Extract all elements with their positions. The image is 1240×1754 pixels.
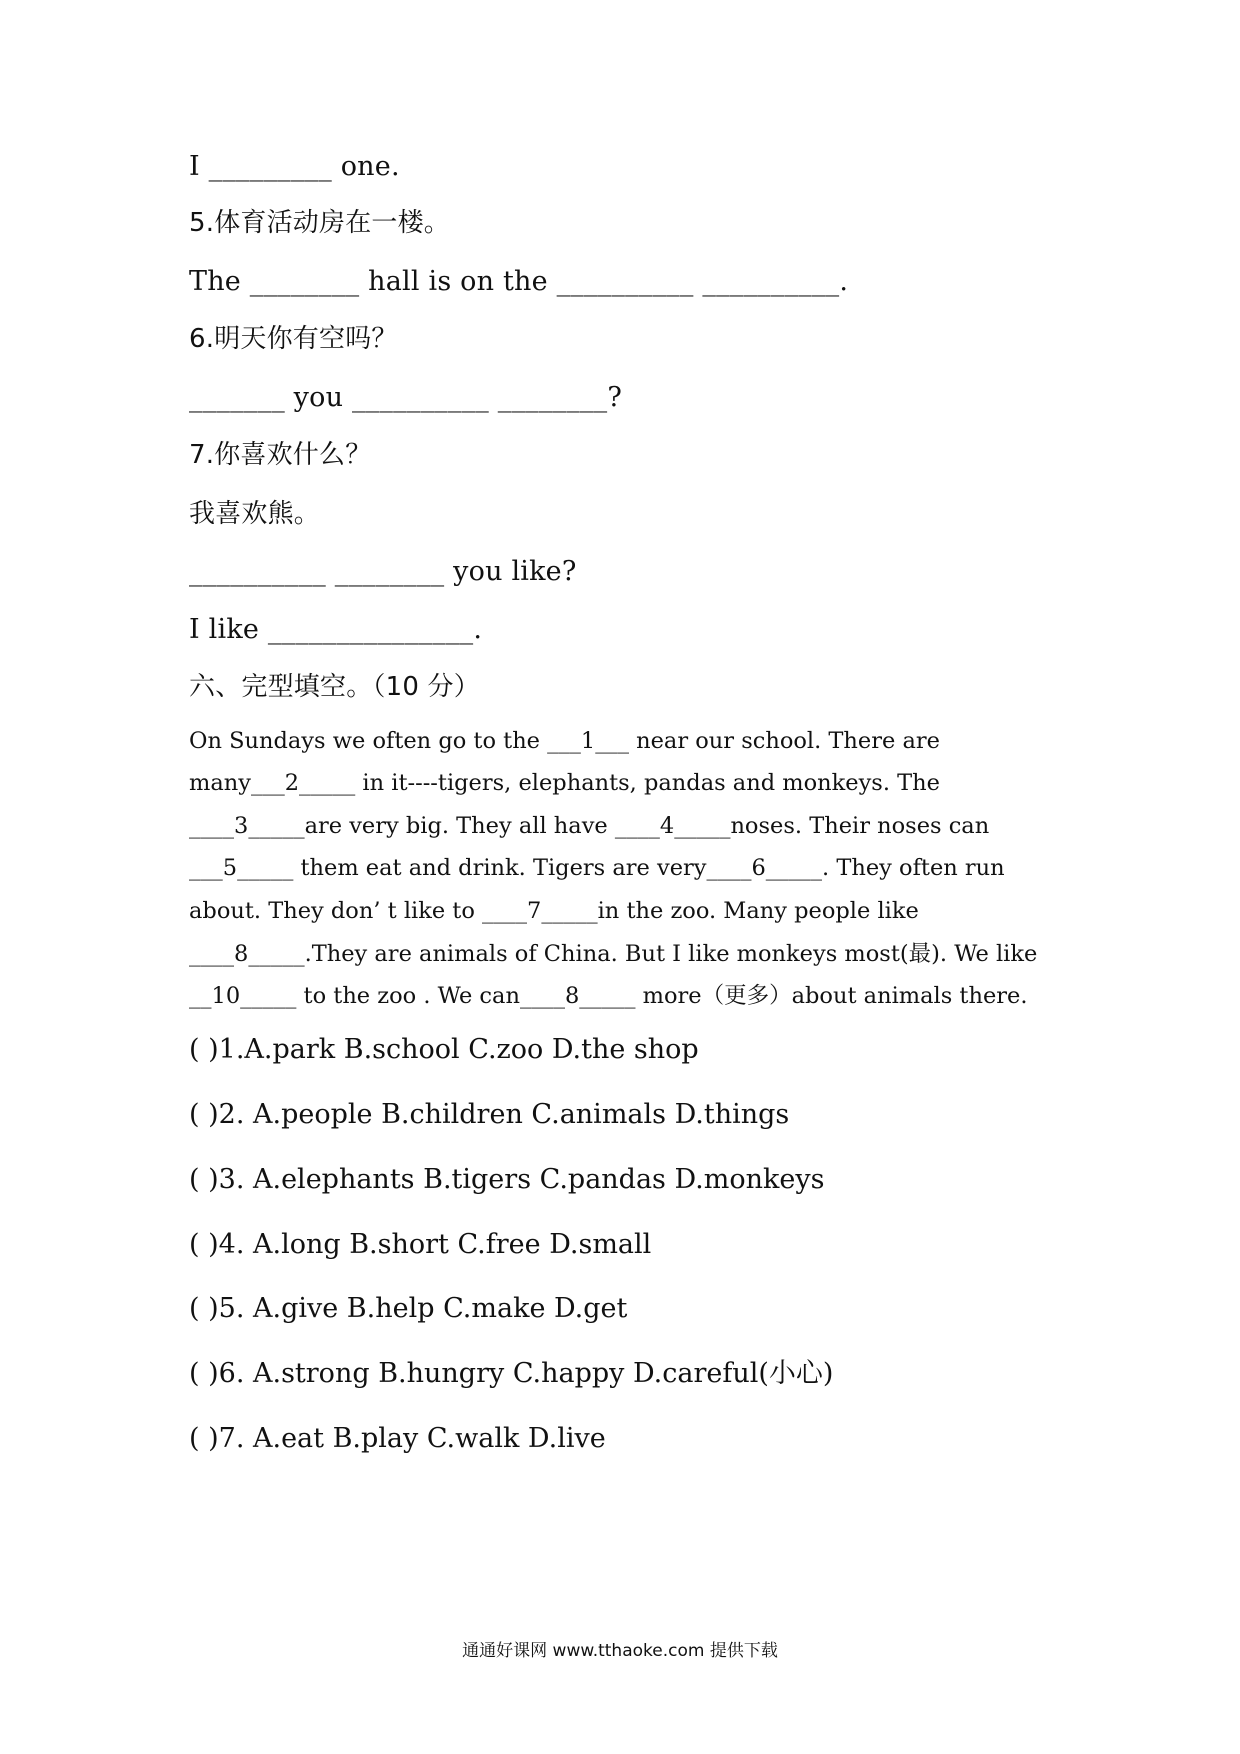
option-row-5: ( )5. A.give B.help C.make D.get	[189, 1293, 628, 1324]
question-7-part-2: 我喜欢熊。	[189, 499, 321, 529]
option-row-4: ( )4. A.long B.short C.free D.small	[189, 1229, 652, 1260]
answer-line-5: The ________ hall is on the __________ __________.	[189, 266, 849, 297]
answer-line-7b: I like _______________.	[189, 614, 483, 645]
option-row-7: ( )7. A.eat B.play C.walk D.live	[189, 1423, 606, 1454]
option-row-1: ( )1.A.park B.school C.zoo D.the shop	[189, 1034, 699, 1065]
passage-line: On Sundays we often go to the ___1___ near our school. There are	[189, 728, 940, 754]
passage-line: ____3_____are very big. They all have ____4_____noses. Their noses can	[189, 813, 990, 839]
option-row-6: ( )6. A.strong B.hungry C.happy D.careful(小心)	[189, 1358, 834, 1389]
section-six-title: 六、完型填空。（10 分）	[189, 672, 480, 702]
option-row-3: ( )3. A.elephants B.tigers C.pandas D.monkeys	[189, 1164, 825, 1195]
answer-line-4: I _________ one.	[189, 151, 400, 182]
passage-line: about. They don’ t like to ____7_____in the zoo. Many people like	[189, 898, 919, 924]
question-7: 7.你喜欢什么？	[189, 440, 372, 470]
passage-line: many___2_____ in it----tigers, elephants, pandas and monkeys. The	[189, 770, 940, 796]
passage-line: ____8_____.They are animals of China. But I like monkeys most(最). We like	[189, 941, 1038, 967]
option-row-2: ( )2. A.people B.children C.animals D.things	[189, 1099, 790, 1130]
passage-line: ___5_____ them eat and drink. Tigers are very____6_____. They often run	[189, 855, 1005, 881]
question-6: 6.明天你有空吗？	[189, 324, 398, 354]
answer-line-6: _______ you __________ ________?	[189, 382, 623, 413]
page-footer: 通通好课网 www.tthaoke.com 提供下载	[462, 1641, 778, 1661]
passage-line: __10_____ to the zoo . We can____8_____ more（更多）about animals there.	[189, 983, 1028, 1009]
answer-line-7a: __________ ________ you like?	[189, 556, 577, 587]
question-5: 5.体育活动房在一楼。	[189, 208, 451, 238]
